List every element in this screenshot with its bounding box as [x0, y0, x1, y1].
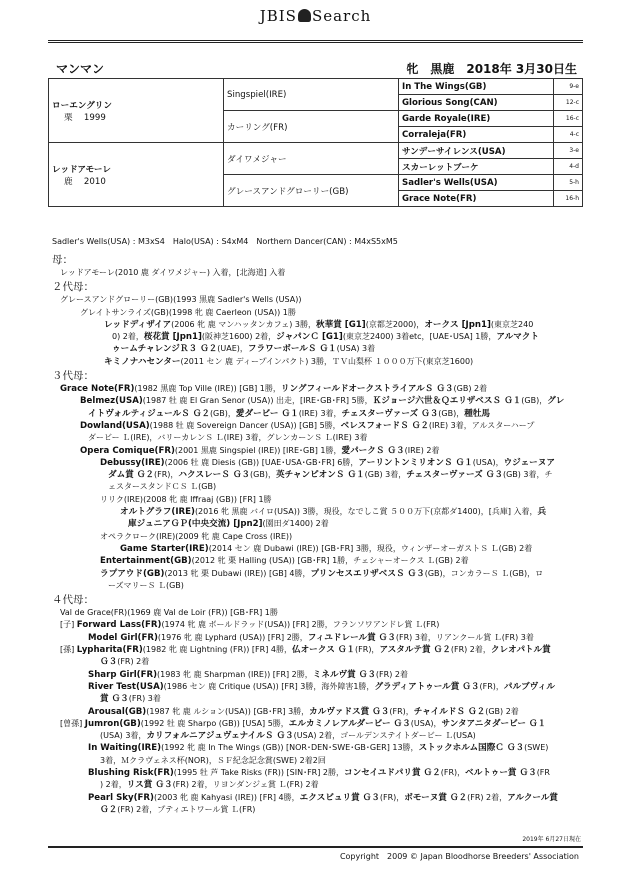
line-text: (FR)，	[389, 706, 414, 716]
family-line	[52, 469, 584, 481]
family-code: 16-h	[554, 191, 583, 207]
line-text: (2012 牝 栗 Halling (USA)) [GB･FR] 1勝，チェシャーオークス Ｌ(GB) 2着	[191, 556, 469, 566]
line-text: ェスタースタンドＣＳ Ｌ(GB)	[108, 482, 217, 492]
family-line	[52, 555, 584, 567]
line-text: ３代母：	[52, 370, 94, 383]
bold-text: Blushing Risk(FR)	[88, 767, 174, 778]
bold-text: 愛パークＳ Ｇ３	[341, 445, 405, 456]
line-text: (1992 牝 鹿 In The Wings (GB)) [NOR･DEN･SWE･GB･GER] 13勝，	[161, 743, 419, 753]
line-text: (GB)，	[438, 408, 465, 418]
line-text: (GB) 3着，	[364, 470, 407, 480]
family-line	[52, 481, 584, 493]
family-line	[52, 457, 584, 469]
line-text: [孫]	[60, 645, 77, 655]
bold-text: River Test(USA)	[88, 681, 164, 692]
dam-sire-cell: ダイワメジャー	[224, 143, 399, 175]
line-text: (2016 牝 黒鹿 バイロ(USA)) 3勝，現役，なでしこ賞 ５００万下(京都ダ1400)，[兵庫] 入着，	[194, 507, 538, 517]
line-text: (2006 牝 鹿 マンハッタンカフェ) 3勝，	[171, 319, 317, 329]
line-text: (FR) 3着，リアンクール賞 Ｌ(FR) 3着	[395, 632, 534, 642]
line-text: (UAE)，	[217, 344, 248, 354]
line-text: (東京芝240	[490, 319, 534, 329]
bold-text: エクスビュリ賞 Ｇ３	[299, 792, 380, 803]
line-text: (GB) 2着	[485, 706, 519, 716]
bold-text: リス賞 Ｇ３	[126, 780, 173, 791]
line-text: [曽孫]	[60, 718, 85, 728]
line-text: (FR) 2着，	[467, 792, 508, 802]
bold-text: カリフォルニアジュヴェナイルＳ Ｇ３	[146, 731, 294, 742]
bold-text: オルトグラフ(IRE)	[120, 507, 195, 518]
line-text: グレースアンドグローリー(GB)	[60, 295, 174, 305]
bold-text: ダム賞 Ｇ２	[108, 470, 154, 481]
line-text: (2013 牝 栗 Dubawi (IRE)) [GB] 4勝，	[164, 568, 311, 578]
bold-text: アルクール賞	[507, 792, 559, 803]
bold-text: Game Starter(IRE)	[120, 543, 209, 554]
line-text: Val de Grace(FR)	[60, 608, 128, 618]
line-text: (2006 牡 鹿 Diesis (GB)) [UAE･USA･GB･FR] 6勝，	[164, 457, 359, 467]
dam-dam-cell: グレースアンドグローリー(GB)	[224, 175, 399, 207]
line-text: (USA) 3着，	[100, 731, 147, 741]
bold-text: アーリントンミリオンＳ Ｇ１	[358, 457, 473, 468]
generation-heading	[52, 253, 584, 267]
line-text: (1983 牝 鹿 Sharpman (IRE)) [FR] 2勝，	[157, 669, 313, 679]
bold-text: ハクスレーＳ Ｇ３	[178, 470, 251, 481]
line-text: (東京芝2400) 3着etc，[UAE･USA] 1勝，	[342, 332, 497, 342]
line-text: (IRE) 2着	[404, 445, 440, 455]
line-text: (USA)，	[472, 457, 504, 467]
family-code: 9-e	[554, 79, 583, 95]
line-text: (1988 牡 鹿 Sovereign Dancer (USA)) [GB] 5勝，	[149, 420, 341, 430]
bold-text: Model Girl(FR)	[88, 632, 158, 643]
sire-dam-cell: カーリング(FR)	[224, 111, 399, 143]
g3-cell: In The Wings(GB)	[399, 79, 554, 95]
dog-icon	[298, 9, 311, 22]
bold-text: カルヴァドス賞 Ｇ３	[309, 706, 390, 717]
bold-text: チャイルドＳ Ｇ２	[413, 706, 486, 717]
footer-rule	[48, 846, 583, 848]
g3-cell: サンデーサイレンス(USA)	[399, 143, 554, 159]
line-text: (2008 牝 鹿 Iffraaj (GB)) [FR] 1勝	[143, 494, 272, 504]
family-line	[52, 792, 584, 804]
family-code: 4-d	[554, 159, 583, 175]
family-line	[52, 267, 584, 279]
line-text: (1974 牝 鹿 ボールドラッド(USA)) [FR] 2勝，フランソワアンドレ賞 Ｌ(FR)	[161, 620, 440, 630]
family-line	[52, 420, 584, 432]
horse-meta: 牝 黒鹿 2018年 3月30日生	[406, 62, 577, 76]
g3-cell: Garde Royale(IRE)	[399, 111, 554, 127]
g3-cell: Grace Note(FR)	[399, 191, 554, 207]
line-text: (1976 牝 鹿 Lyphard (USA)) [FR] 2勝，	[157, 632, 308, 642]
family-code: 12-c	[554, 95, 583, 111]
line-text: (FR) 2着	[375, 669, 408, 679]
family-line	[52, 619, 584, 631]
family-line	[52, 494, 584, 506]
line-text: (1998 牝 鹿 Caerleon (USA)) 1勝	[168, 307, 296, 317]
line-text: (2003 牝 鹿 Kahyasi (IRE)) [FR] 4勝，	[153, 792, 300, 802]
bold-text: Belmez(USA)	[80, 396, 143, 407]
family-line	[52, 669, 584, 681]
line-text: (1986 セン 鹿 Critique (USA)) [FR] 3勝，海外障害1勝，	[163, 681, 375, 691]
line-text: (FR) 3着	[128, 694, 161, 704]
bold-text: ウジェーヌア	[503, 457, 555, 468]
bold-text: 賞 Ｇ３	[100, 694, 129, 705]
family-line	[52, 408, 584, 420]
family-line	[52, 307, 584, 319]
line-text: [子]	[60, 620, 77, 630]
line-text: (1969 鹿 Val de Loir (FR)) [GB･FR] 1勝	[127, 608, 278, 618]
family-line	[52, 343, 584, 355]
line-text: 3着，Ｍクラヴェネス杯(NOR)，ＳＦ紀念記念賞(SWE) 2着2回	[100, 755, 326, 765]
line-text: (FR)，	[153, 470, 179, 480]
bold-text: 秋華賞 [G1]	[316, 319, 366, 330]
bold-text: 愛ダービー Ｇ１	[235, 408, 299, 419]
line-text: (2001 黒鹿 Singspiel (IRE)) [IRE･GB] 1勝，	[174, 445, 342, 455]
family-line	[52, 767, 584, 779]
family-line	[52, 632, 584, 644]
line-text: (IRE) 3着，アルスターハープ	[428, 420, 535, 430]
line-text: (京都芝2000)，	[365, 319, 425, 329]
family-code: 16-c	[554, 111, 583, 127]
bold-text: 英チャンピオンＳ Ｇ１	[275, 470, 365, 481]
jbis-logo: JBIS Search	[259, 7, 372, 25]
bold-text: Ｇ３	[100, 657, 118, 668]
header-rule	[48, 40, 583, 43]
as-of-date: 2019年 6月27日現在	[522, 836, 581, 843]
line-text: (FR	[536, 767, 550, 777]
sire-sire-cell: Singspiel(IRE)	[224, 79, 399, 111]
bold-text: Dowland(USA)	[80, 420, 150, 431]
family-line	[52, 506, 584, 518]
g3-cell: Glorious Song(CAN)	[399, 95, 554, 111]
family-line	[52, 681, 584, 693]
bold-text: Sharp Girl(FR)	[88, 669, 158, 680]
line-text: (GB)，	[209, 408, 236, 418]
family-line	[52, 331, 584, 343]
line-text: 母：	[52, 254, 73, 266]
line-text: (GB) 3着，チ	[502, 470, 553, 480]
line-text: 0) 2着，	[112, 332, 144, 342]
bold-text: ストックホルム国際Ｃ Ｇ３	[418, 743, 525, 754]
family-code: 5-h	[554, 175, 583, 191]
family-line	[52, 383, 584, 395]
bold-text: サンタアニタダービー Ｇ１	[441, 718, 547, 729]
bold-text: Lypharita(FR)	[76, 645, 143, 656]
line-text: (園田ダ1400) 2着	[262, 519, 329, 529]
line-text: (USA) 2着，ゴールデンステイトダービー Ｌ(USA)	[293, 731, 476, 741]
line-text: (FR) 2着，	[450, 645, 491, 655]
bold-text: グラディアトゥール賞 Ｇ３	[374, 681, 480, 692]
bold-text: ゥームチャレンジＲ３ Ｇ２	[112, 344, 218, 355]
sire-cell: ローエングリン 栗 1999	[49, 79, 224, 143]
bold-text: チェスターヴァーズ Ｇ３	[406, 470, 503, 481]
family-line	[52, 518, 584, 530]
bold-text: 仏オークス Ｇ１	[291, 645, 356, 656]
bold-text: チェスターヴァーズ Ｇ３	[341, 408, 439, 419]
line-text: (1982 牝 鹿 Lightning (FR)) [FR] 4勝，	[142, 645, 292, 655]
family-line	[52, 779, 584, 791]
bold-text: ラプアウド(GB)	[100, 568, 165, 579]
line-text: (1995 牡 芦 Take Risks (FR)) [SIN･FR] 2勝，	[173, 767, 344, 777]
site-header	[0, 6, 631, 25]
female-family-section	[52, 252, 584, 816]
bold-text: Jumron(GB)	[84, 718, 141, 729]
bold-text: Debussy(IRE)	[100, 457, 165, 468]
bold-text: 庫ジュニアＧＰ(中央交流) [Jpn2]	[128, 519, 263, 530]
dam-cell: レッドアモーレ 鹿 2010	[49, 143, 224, 207]
line-text: (FR) 2着	[117, 657, 150, 667]
bold-text: 種牡馬	[464, 408, 491, 419]
line-text: ーズマリーＳ Ｌ(GB)	[108, 580, 184, 590]
family-line	[52, 693, 584, 705]
family-line	[52, 294, 584, 306]
bold-text: エルカミノレアルダービー Ｇ３	[288, 718, 411, 729]
family-line	[52, 432, 584, 444]
inbreeding-line: Sadler's Wells(USA) : M3xS4 Halo(USA) : S4xM4 Northern Dancer(CAN) : M4xS5xM5	[52, 237, 398, 246]
bold-text: 兵	[537, 507, 547, 518]
line-text: (IRE) 3着，	[298, 408, 342, 418]
line-text: (FR)，	[479, 681, 504, 691]
line-text: (FR)，	[355, 645, 380, 655]
bold-text: リングフィールドオークストライアルＳ Ｇ３	[280, 384, 454, 395]
bold-text: オークス [Jpn1]	[424, 319, 491, 330]
line-text: (FR) 2着，プティエトワール賞 Ｌ(FR)	[117, 804, 256, 814]
bold-text: ボモーヌ賞 Ｇ２	[404, 792, 468, 803]
family-line	[52, 395, 584, 407]
copyright: Copyright 2009 © Japan Bloodhorse Breeders' Association	[339, 852, 579, 861]
bold-text: キミノナハセンター	[104, 356, 181, 367]
bold-text: Entertainment(GB)	[100, 556, 192, 567]
line-text: (GB)，	[521, 396, 548, 406]
family-line	[52, 706, 584, 718]
bold-text: コンセイユドパリ賞 Ｇ２	[344, 767, 441, 778]
bold-text: プリンセスエリザベスＳ Ｇ３	[310, 568, 425, 579]
family-code: 4-c	[554, 127, 583, 143]
line-text: (2011 セン 鹿 ディープインパクト) 3勝，ＴＶ山梨杯 １０００万下(東京芝1600)	[180, 356, 474, 366]
line-text: (1982 黒鹿 Top Ville (IRE)) [GB] 1勝，	[134, 384, 281, 394]
bold-text: パルブヴィル	[503, 681, 555, 692]
bold-text: ベレスフォードＳ Ｇ２	[340, 420, 429, 431]
line-text: (2010 鹿 ダイワメジャー) 入着，[北海道] 入着	[114, 268, 286, 277]
family-line	[52, 718, 584, 730]
bold-text: アルマクト	[496, 332, 539, 343]
bold-text: レッドディザイア	[104, 319, 172, 330]
family-code: 3-e	[554, 143, 583, 159]
bold-text: Ｋジョージ六世＆ＱエリザベスＳ Ｇ１	[372, 396, 522, 407]
line-text: (USA) 3着	[336, 344, 376, 354]
generation-heading	[52, 369, 584, 383]
line-text: (1987 牡 鹿 El Gran Senor (USA)) 出走，[IRE･GB･FR] 5勝，	[142, 396, 373, 406]
line-text: リリク(IRE)	[100, 494, 144, 504]
family-line	[52, 730, 584, 742]
family-line	[52, 656, 584, 668]
bold-text: フラワーボールＳ Ｇ１	[247, 344, 337, 355]
line-text: ２代母：	[52, 281, 94, 294]
family-line	[52, 319, 584, 331]
line-text: (GB)，	[250, 470, 276, 480]
bold-text: Pearl Sky(FR)	[88, 792, 154, 803]
bold-text: ジャパンＣ [G1]	[276, 332, 343, 343]
line-text: ) 2着，	[100, 780, 127, 790]
line-text: (FR) 2着，リヨンダンジェ賞 Ｌ(FR) 2着	[172, 780, 319, 790]
bold-text: Arousal(GB)	[88, 706, 147, 717]
line-text: (阪神芝1600) 2着，	[201, 332, 277, 342]
line-text: (1987 牝 鹿 ルション(USA)) [GB･FR] 3勝，	[146, 706, 310, 716]
family-line	[52, 644, 584, 656]
bold-text: Grace Note(FR)	[60, 384, 135, 395]
horse-title-bar	[48, 58, 583, 76]
g3-cell: スカーレットブーケ	[399, 159, 554, 175]
bold-text: アスタルテ賞 Ｇ２	[379, 645, 451, 656]
pedigree-table	[48, 78, 583, 207]
generation-heading	[52, 593, 584, 607]
horse-name: マンマン	[56, 62, 105, 76]
bold-text: グレ	[547, 396, 565, 407]
bold-text: In Waiting(IRE)	[88, 743, 162, 754]
g3-cell: Corraleja(FR)	[399, 127, 554, 143]
family-line	[52, 445, 584, 457]
line-text: (1992 牡 鹿 Sharpo (GB)) [USA] 5勝，	[140, 718, 289, 728]
bold-text: クレオパトル賞	[490, 645, 551, 656]
family-line	[52, 580, 584, 592]
line-text: (FR)，	[440, 767, 466, 777]
bold-text: Opera Comique(FR)	[80, 445, 175, 456]
line-text: (2009 牝 鹿 Cape Cross (IRE))	[175, 531, 293, 541]
line-text: ダービー Ｌ(IRE)，バリーカレンＳ Ｌ(IRE) 3着，グレンカーンＳ Ｌ(IRE) 3着	[88, 433, 368, 443]
bold-text: 桜花賞 [Jpn1]	[143, 332, 202, 343]
line-text: (GB)，コンカラーＳ Ｌ(GB)，ロ	[424, 568, 544, 578]
line-text: グレイトサンライズ(GB)	[80, 307, 169, 317]
bold-text: ミネルヴ賞 Ｇ３	[312, 669, 376, 680]
line-text: (SWE)	[524, 743, 549, 753]
generation-heading	[52, 280, 584, 294]
family-line	[52, 543, 584, 555]
line-text: (FR)，	[379, 792, 405, 802]
bold-text: Ｇ２	[100, 804, 118, 815]
line-text: ４代母：	[52, 594, 94, 607]
bold-text: ベルトゥー賞 Ｇ３	[465, 767, 537, 778]
line-text: レッドアモーレ	[60, 268, 115, 277]
family-line	[52, 607, 584, 619]
family-line	[52, 755, 584, 767]
family-line	[52, 742, 584, 754]
line-text: (2014 セン 鹿 Dubawi (IRE)) [GB･FR] 3勝，現役，ウィンザーオーガストＳ Ｌ(GB) 2着	[208, 543, 533, 553]
family-line	[52, 568, 584, 580]
family-line	[52, 804, 584, 816]
g3-cell: Sadler's Wells(USA)	[399, 175, 554, 191]
family-line	[52, 356, 584, 368]
line-text: (GB) 2着	[453, 384, 488, 394]
bold-text: Forward Lass(FR)	[76, 620, 162, 631]
line-text: オペラクローク(IRE)	[100, 531, 176, 541]
bold-text: イトヴォルティジュールＳ Ｇ２	[88, 408, 210, 419]
line-text: (USA)，	[410, 718, 442, 728]
bold-text: フィユドレール賞 Ｇ３	[307, 632, 396, 643]
family-line	[52, 531, 584, 543]
line-text: (1993 黒鹿 Sadler's Wells (USA))	[173, 295, 302, 305]
